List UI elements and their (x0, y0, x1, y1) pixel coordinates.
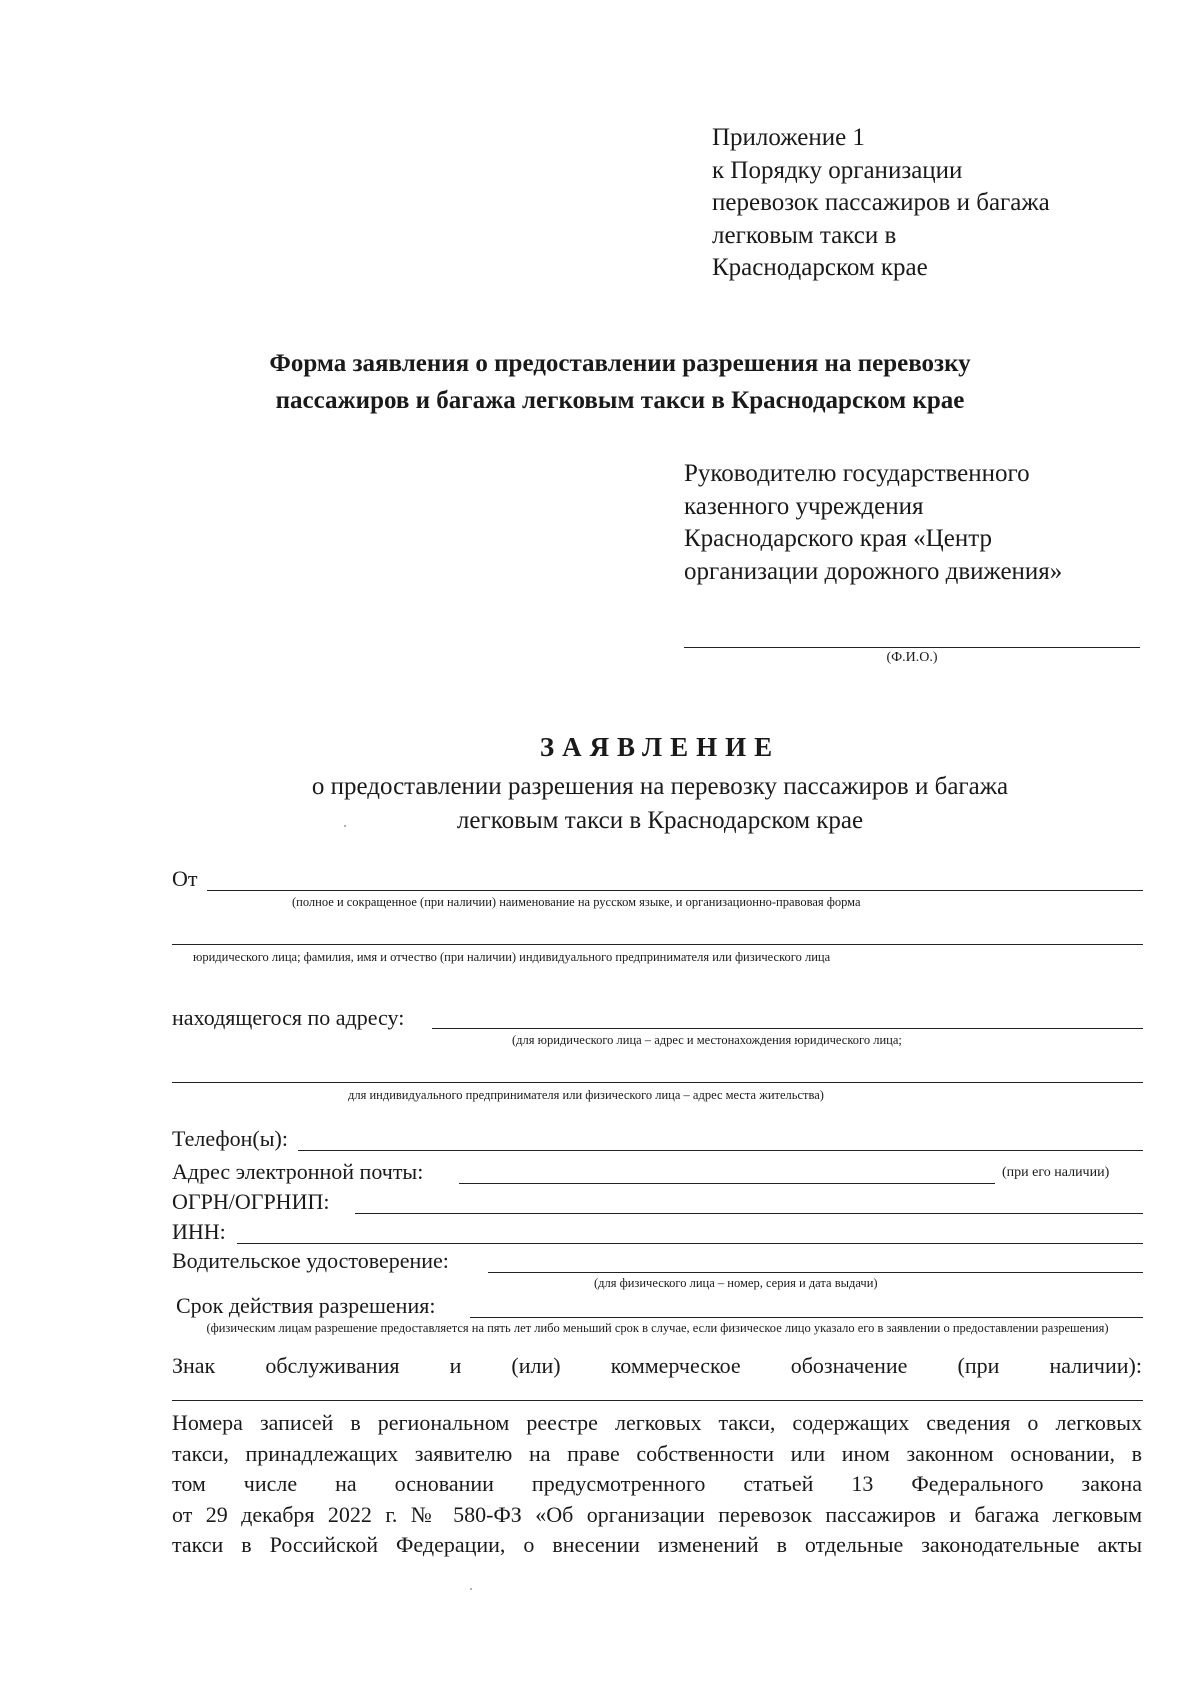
ogrn-input-line[interactable] (355, 1213, 1143, 1214)
form-title-line-1: Форма заявления о предоставлении разрешения на перевозку (269, 350, 971, 377)
form-title-line-2: пассажиров и багажа легковым такси в Краснодарском крае (275, 387, 965, 414)
from-input-line-2[interactable] (172, 944, 1143, 945)
from-hint: (полное и сокращенное (при наличии) наименование на русском языке, и организационно-правовая форма (292, 895, 861, 909)
form-title (160, 345, 1080, 419)
inn-label: ИНН: (172, 1219, 226, 1244)
service-mark-word: коммерческое (610, 1353, 741, 1378)
from-input-line[interactable] (207, 890, 1143, 891)
addressee-line: Краснодарского края «Центр (684, 525, 992, 552)
appendix-line: Приложение 1 (712, 124, 865, 151)
driver-license-hint: (для физического лица – номер, серия и дата выдачи) (594, 1276, 878, 1290)
registry-paragraph (172, 1408, 1142, 1561)
service-mark-input-line[interactable] (172, 1400, 1143, 1401)
email-input-line[interactable] (459, 1183, 995, 1184)
paragraph-line: том числе на основании предусмотренного статьей 13 Федерального закона (172, 1471, 1142, 1496)
appendix-reference (712, 122, 1050, 285)
appendix-line: перевозок пассажиров и багажа (712, 189, 1050, 216)
addressee-line: Руководителю государственного (684, 460, 1030, 487)
address-input-line[interactable] (432, 1028, 1143, 1029)
driver-license-label: Водительское удостоверение: (172, 1248, 449, 1273)
service-mark-word: наличии): (1049, 1353, 1142, 1378)
service-mark-word: и (449, 1353, 462, 1378)
scan-speck (344, 825, 346, 827)
addressee-line: организации дорожного движения» (684, 557, 1063, 585)
permit-term-input-line[interactable] (470, 1317, 1143, 1318)
service-mark-label (172, 1353, 1142, 1379)
paragraph-line: такси в Российской Федерации, о внесении изменений в отдельные законодательные акты (172, 1532, 1142, 1557)
driver-license-input-line[interactable] (488, 1272, 1143, 1273)
paragraph-line: от 29 декабря 2022 г. № 580-ФЗ «Об организации перевозок пассажиров и багажа легковым (172, 1501, 1142, 1527)
statement-heading: ЗАЯВЛЕНИЕ (539, 732, 781, 762)
from-hint-2: юридического лица; фамилия, имя и отчество (при наличии) индивидуального предпринимателя или физического лица (193, 950, 831, 964)
address-hint-2: для индивидуального предпринимателя или физического лица – адрес места жительства) (348, 1088, 824, 1102)
phone-label: Телефон(ы): (172, 1126, 288, 1151)
from-label: От (172, 866, 198, 891)
address-label: находящегося по адресу: (172, 1005, 405, 1030)
service-mark-word: обслуживания (265, 1353, 400, 1378)
paragraph-line: такси, принадлежащих заявителю на праве собственности или ином законном основании, в (172, 1440, 1142, 1466)
permit-term-label: Срок действия разрешения: (176, 1293, 436, 1318)
appendix-line: легковым такси в (712, 221, 897, 249)
scan-speck (470, 1588, 472, 1590)
permit-term-hint: (физическим лицам разрешение предоставляется на пять лет либо меньший срок в случае, если физическое лицо указало его в заявлении о предоставлении разрешения) (206, 1321, 1109, 1335)
email-optional-note: (при его наличии) (1002, 1165, 1110, 1180)
statement-subheading-line-1: о предоставлении разрешения на перевозку пассажиров и багажа (311, 773, 1009, 800)
address-input-line-2[interactable] (172, 1082, 1143, 1083)
service-mark-word: Знак (172, 1353, 216, 1378)
addressee-line: казенного учреждения (684, 492, 924, 520)
address-hint: (для юридического лица – адрес и местонахождения юридического лица; (512, 1033, 902, 1047)
phone-input-line[interactable] (298, 1150, 1143, 1151)
statement-subheading (160, 770, 1160, 838)
statement-subheading-line-2: легковым такси в Краснодарском крае (456, 807, 864, 834)
paragraph-line: Номера записей в региональном реестре легковых такси, содержащих сведения о легковых (172, 1410, 1142, 1435)
inn-input-line[interactable] (237, 1243, 1143, 1244)
appendix-line: Краснодарском крае (712, 254, 928, 281)
addressee-block (684, 458, 1062, 588)
email-label: Адрес электронной почты: (172, 1159, 424, 1184)
service-mark-word: (или) (511, 1353, 561, 1378)
fio-caption: (Ф.И.О.) (886, 650, 938, 665)
service-mark-word: обозначение (790, 1353, 908, 1378)
appendix-line: к Порядку организации (712, 156, 963, 184)
fio-input-line[interactable] (684, 647, 1140, 648)
ogrn-label: ОГРН/ОГРНИП: (172, 1189, 330, 1214)
service-mark-word: (при (957, 1353, 1000, 1378)
